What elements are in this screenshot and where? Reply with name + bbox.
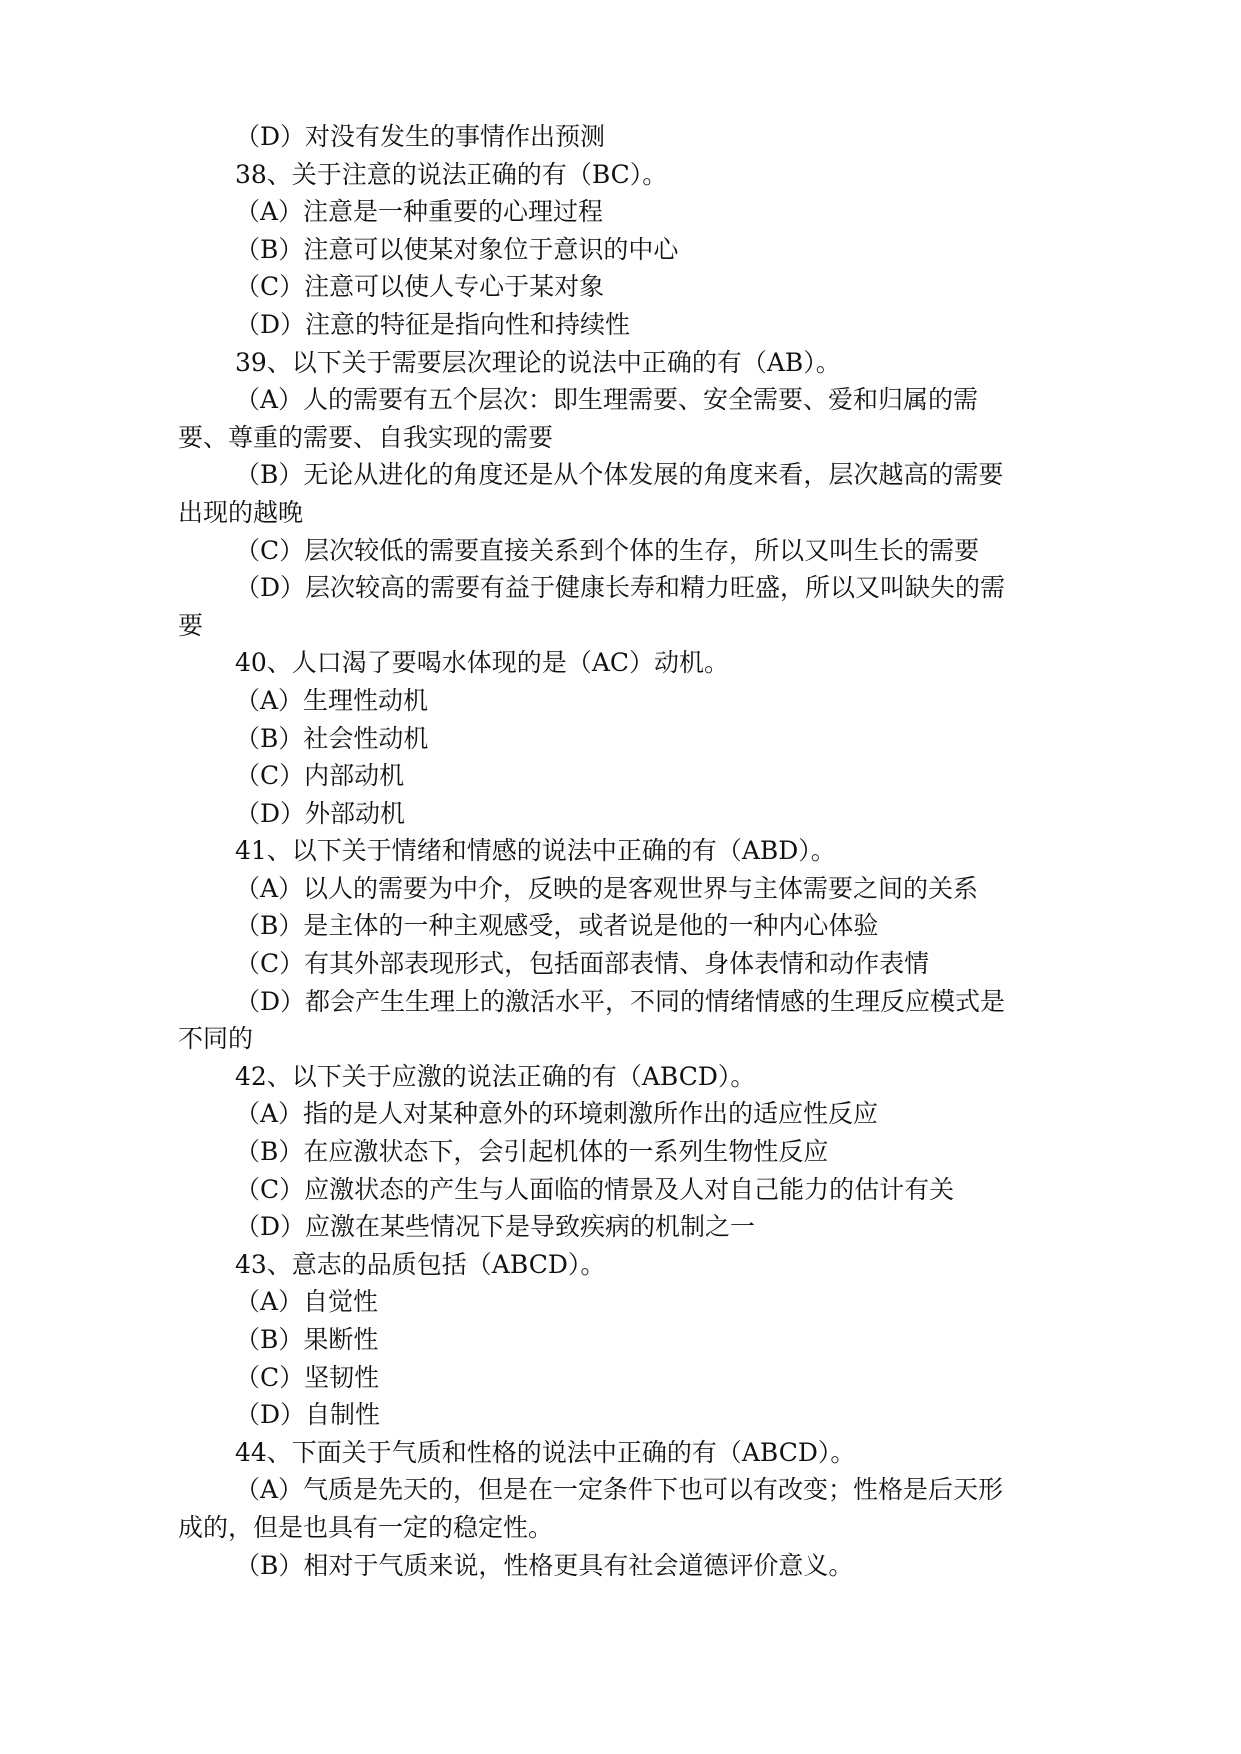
option-line: （D）对没有发生的事情作出预测 xyxy=(235,122,606,151)
option-line: （B）社会性动机 xyxy=(235,723,429,753)
option-continuation-line: 不同的 xyxy=(178,1024,254,1054)
option-line: （C）内部动机 xyxy=(235,761,405,791)
document-content xyxy=(178,118,1130,1584)
option-line: （D）外部动机 xyxy=(235,798,406,828)
option-line: （B）在应激状态下，会引起机体的一系列生物性反应 xyxy=(235,1137,829,1167)
option-line: （C）层次较低的需要直接关系到个体的生存，所以又叫生长的需要 xyxy=(235,535,980,565)
question-line: 40、人口渴了要喝水体现的是（AC）动机。 xyxy=(235,648,729,678)
question-line: 44、下面关于气质和性格的说法中正确的有（ABCD）。 xyxy=(235,1437,856,1467)
option-line: （A）人的需要有五个层次：即生理需要、安全需要、爱和归属的需 xyxy=(235,385,979,415)
question-line: 42、以下关于应激的说法正确的有（ABCD）。 xyxy=(235,1061,756,1091)
option-line: （A）指的是人对某种意外的环境刺激所作出的适应性反应 xyxy=(235,1099,879,1129)
question-line: 41、以下关于情绪和情感的说法中正确的有（ABD）。 xyxy=(235,836,836,866)
option-line: （C）坚韧性 xyxy=(235,1362,380,1392)
option-line: （D）注意的特征是指向性和持续性 xyxy=(235,309,631,339)
option-line: （A）以人的需要为中介，反映的是客观世界与主体需要之间的关系 xyxy=(235,873,979,903)
option-line: （D）自制性 xyxy=(235,1400,381,1430)
option-line: （D）层次较高的需要有益于健康长寿和精力旺盛，所以又叫缺失的需 xyxy=(235,573,1006,603)
option-continuation-line: 出现的越晚 xyxy=(178,497,304,527)
option-line: （B）相对于气质来说，性格更具有社会道德评价意义。 xyxy=(235,1550,854,1580)
option-continuation-line: 要 xyxy=(178,610,204,640)
option-line: （C）注意可以使人专心于某对象 xyxy=(235,272,605,302)
option-line: （B）无论从进化的角度还是从个体发展的角度来看，层次越高的需要 xyxy=(235,460,1004,490)
question-line: 43、意志的品质包括（ABCD）。 xyxy=(235,1249,606,1279)
option-line: （B）是主体的一种主观感受，或者说是他的一种内心体验 xyxy=(235,911,879,941)
option-line: （A）自觉性 xyxy=(235,1287,379,1317)
option-line: （D）都会产生生理上的激活水平，不同的情绪情感的生理反应模式是 xyxy=(235,986,1006,1016)
option-line: （A）注意是一种重要的心理过程 xyxy=(235,197,604,227)
option-line: （B）果断性 xyxy=(235,1325,379,1354)
option-line: （A）生理性动机 xyxy=(235,685,429,715)
question-line: 39、以下关于需要层次理论的说法中正确的有（AB）。 xyxy=(235,347,841,377)
option-line: （C）有其外部表现形式，包括面部表情、身体表情和动作表情 xyxy=(235,949,930,979)
option-continuation-line: 成的，但是也具有一定的稳定性。 xyxy=(178,1512,554,1542)
option-line: （D）应激在某些情况下是导致疾病的机制之一 xyxy=(235,1212,756,1242)
option-continuation-line: 要、尊重的需要、自我实现的需要 xyxy=(178,422,554,452)
option-line: （C）应激状态的产生与人面临的情景及人对自己能力的估计有关 xyxy=(235,1174,955,1204)
option-line: （B）注意可以使某对象位于意识的中心 xyxy=(235,234,679,264)
question-line: 38、关于注意的说法正确的有（BC）。 xyxy=(235,159,668,189)
option-line: （A）气质是先天的，但是在一定条件下也可以有改变；性格是后天形 xyxy=(235,1475,1004,1505)
